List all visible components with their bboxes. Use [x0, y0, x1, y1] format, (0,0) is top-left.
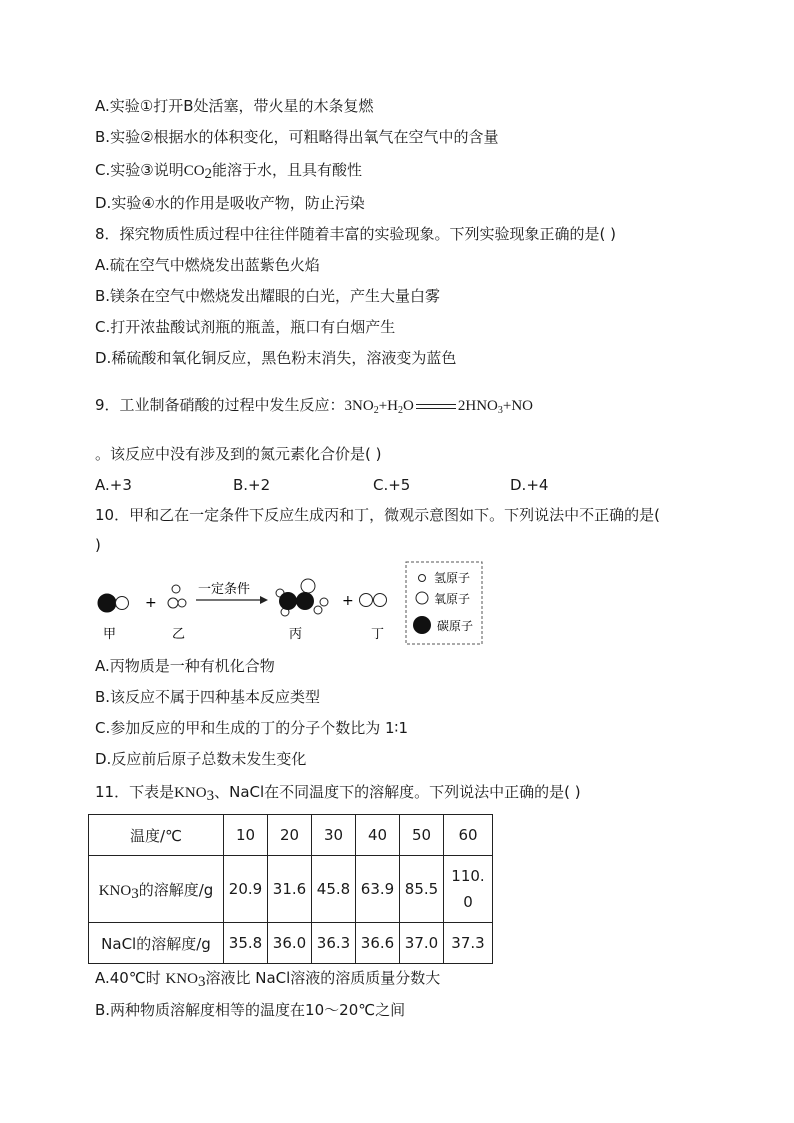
hydrogen-atom-icon	[419, 575, 426, 582]
q9-option-a: A.+3	[95, 476, 132, 494]
q10-option-b: B.该反应不属于四种基本反应类型	[95, 688, 321, 706]
q8-option-d: D.稀硫酸和氧化铜反应，黑色粉末消失，溶液变为蓝色	[95, 349, 457, 367]
legend-carbon: 碳原子	[437, 619, 474, 633]
table-header-cell: 40	[356, 815, 400, 856]
legend-hydrogen: 氢原子	[434, 571, 471, 585]
table-header-cell: 60	[444, 815, 493, 856]
plus-sign-2: +	[342, 593, 354, 609]
table-header-cell: 10	[224, 815, 268, 856]
label-bing: 丙	[289, 627, 303, 642]
q8-option-c: C.打开浓盐酸试剂瓶的瓶盖，瓶口有白烟产生	[95, 318, 396, 336]
q8-stem: 8．探究物质性质过程中往往伴随着丰富的实验现象。下列实验现象正确的是( )	[95, 225, 617, 243]
table-cell: 85.5	[400, 856, 444, 923]
q11-option-a: A.40℃时 $KNO_3$溶液比 NaCl溶液的溶质质量分数大	[95, 969, 441, 990]
table-row	[89, 856, 493, 923]
label-yi: 乙	[172, 627, 186, 642]
table-cell: 36.6	[356, 923, 400, 964]
table-row-label: $KNO_3$的溶解度/g	[89, 856, 224, 923]
q10-stem: 10．甲和乙在一定条件下反应生成丙和丁，微观示意图如下。下列说法中不正确的是(	[95, 506, 660, 524]
table-header-row	[89, 815, 493, 856]
table-row	[89, 923, 493, 964]
table-header-cell: 温度/℃	[89, 815, 224, 856]
solubility-table	[88, 814, 493, 964]
q10-option-d: D.反应前后原子总数未发生变化	[95, 750, 307, 768]
molecule-yi	[168, 585, 186, 608]
reaction-diagram	[90, 560, 490, 650]
table-header-cell: 30	[312, 815, 356, 856]
q9-option-d: D.+4	[510, 476, 549, 494]
table-cell: 35.8	[224, 923, 268, 964]
q10-option-a: A.丙物质是一种有机化合物	[95, 657, 275, 675]
table-cell: 36.3	[312, 923, 356, 964]
table-cell: 37.3	[444, 923, 493, 964]
table-header-cell: 50	[400, 815, 444, 856]
table-cell: 37.0	[400, 923, 444, 964]
q10-option-c: C.参加反应的甲和生成的丁的分子个数比为 1∶1	[95, 719, 409, 737]
label-jia: 甲	[103, 627, 117, 642]
q7-option-a: A.实验①打开B处活塞，带火星的木条复燃	[95, 97, 374, 115]
table-cell: 110.0	[444, 856, 493, 923]
q11-option-b: B.两种物质溶解度相等的温度在10～20℃之间	[95, 1001, 406, 1019]
table-cell: 45.8	[312, 856, 356, 923]
legend-oxygen: 氧原子	[434, 592, 471, 606]
reaction-condition: 一定条件	[198, 582, 251, 597]
table-header-cell: 20	[268, 815, 312, 856]
q7-option-b: B.实验②根据水的体积变化，可粗略得出氧气在空气中的含量	[95, 128, 499, 146]
carbon-atom-icon	[413, 616, 431, 634]
molecule-bing	[276, 579, 328, 616]
label-ding: 丁	[371, 627, 385, 642]
table-cell: 31.6	[268, 856, 312, 923]
q9-stem: 9．工业制备硝酸的过程中发生反应：$3NO_2+H_2O$ $2HNO_3+NO$	[95, 396, 533, 416]
q10-stem-close: )	[95, 536, 101, 554]
molecule-jia	[98, 594, 129, 612]
table-row-label: NaCl的溶解度/g	[89, 923, 224, 964]
q9-option-b: B.+2	[233, 476, 271, 494]
molecule-ding	[360, 594, 387, 607]
q7-option-c: C.实验③说明$CO_2$能溶于水，且具有酸性	[95, 161, 363, 182]
equals-sign	[416, 404, 456, 409]
q9-stem-continued: 。该反应中没有涉及到的氮元素化合价是( )	[95, 445, 382, 463]
q8-option-a: A.硫在空气中燃烧发出蓝紫色火焰	[95, 256, 320, 274]
q8-option-b: B.镁条在空气中燃烧发出耀眼的白光，产生大量白雾	[95, 287, 441, 305]
plus-sign-1: +	[145, 595, 157, 611]
table-cell: 36.0	[268, 923, 312, 964]
arrow-head-icon	[260, 596, 268, 604]
table-cell: 63.9	[356, 856, 400, 923]
oxygen-atom-icon	[416, 592, 428, 604]
table-cell: 20.9	[224, 856, 268, 923]
q9-option-c: C.+5	[373, 476, 411, 494]
q9-equation: $3NO_2+H_2O$ $2HNO_3+NO$	[344, 398, 533, 416]
q11-stem: 11．下表是$KNO_3$、NaCl在不同温度下的溶解度。下列说法中正确的是( )	[95, 783, 581, 804]
q7-option-d: D.实验④水的作用是吸收产物，防止污染	[95, 194, 365, 212]
